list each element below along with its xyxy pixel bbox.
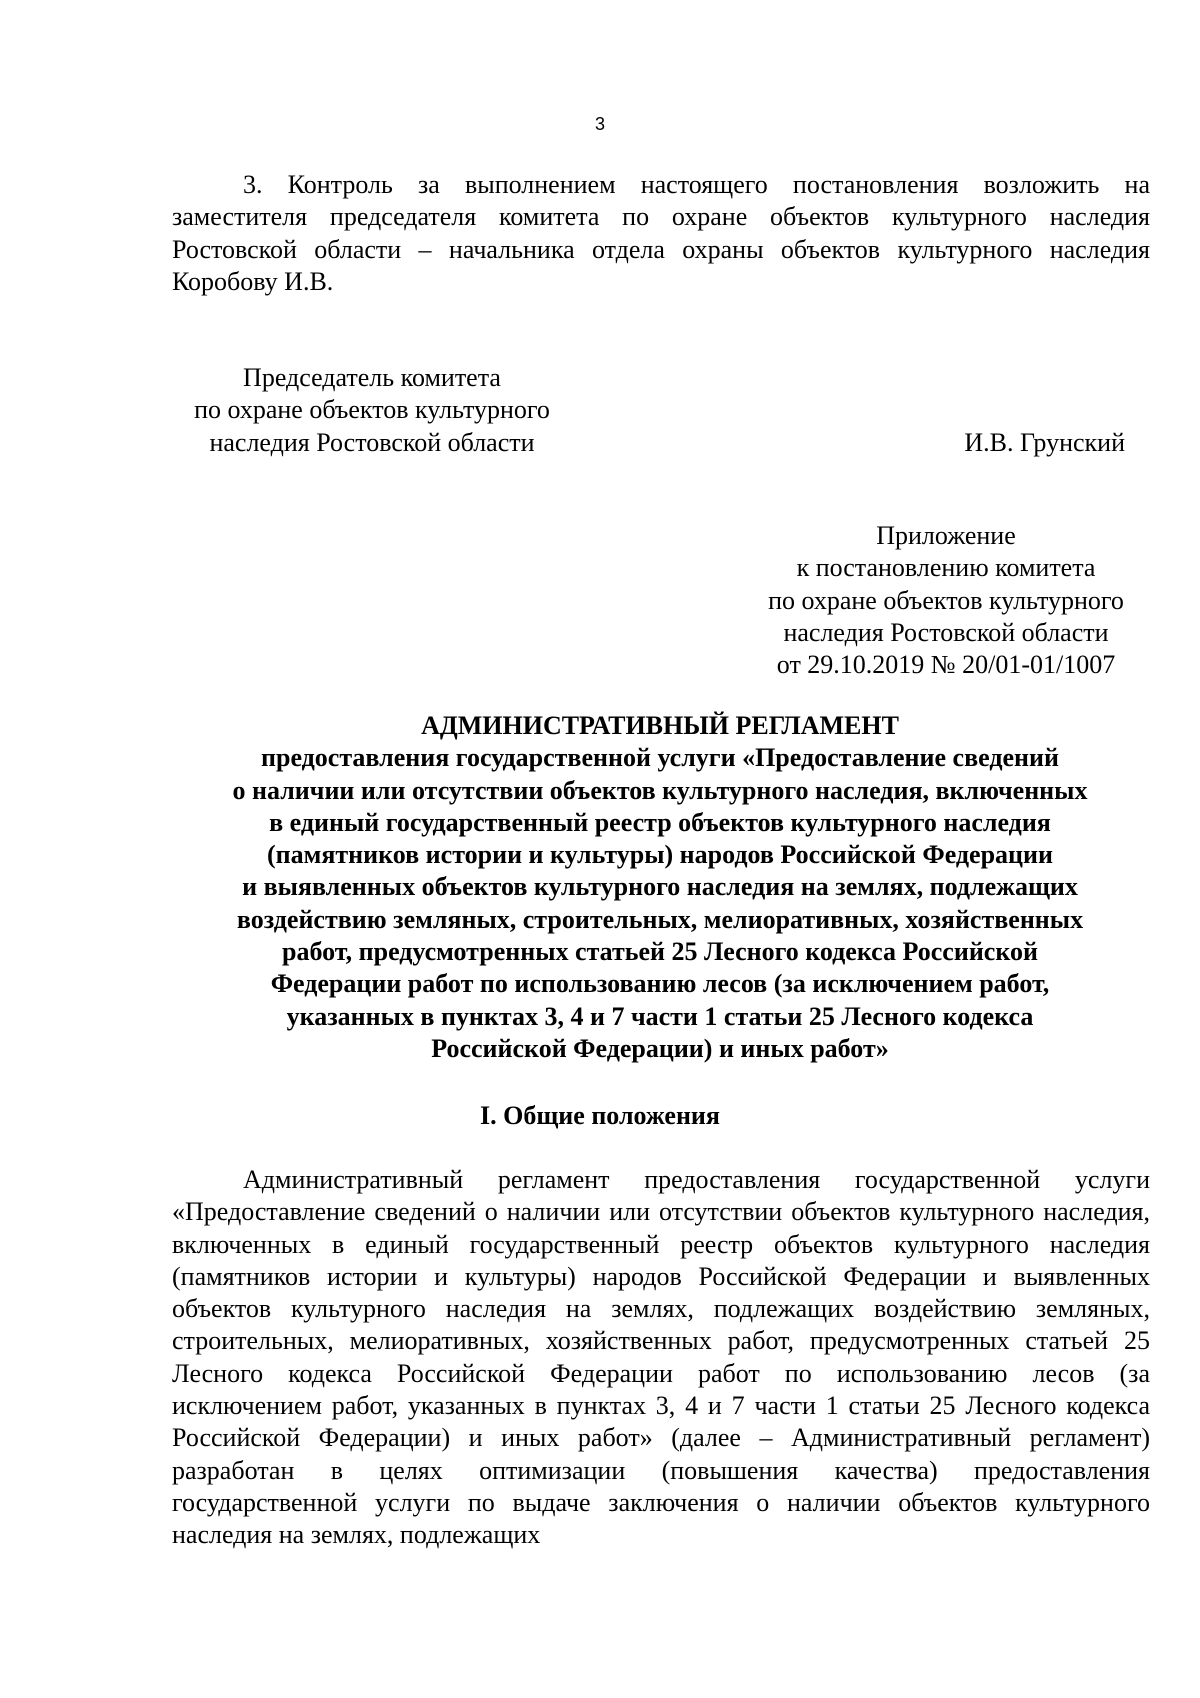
- appendix-header: [748, 520, 1144, 681]
- regulation-title-line: и выявленных объектов культурного наследия на землях, подлежащих: [242, 872, 1078, 902]
- appendix-line: к постановлению комитета: [796, 553, 1096, 583]
- regulation-title-line: работ, предусмотренных статьей 25 Лесного кодекса Российской: [282, 937, 1038, 967]
- regulation-title-line: в единый государственный реестр объектов культурного наследия: [269, 807, 1051, 837]
- appendix-line: Приложение: [876, 521, 1016, 550]
- signature-position-line: по охране объектов культурного: [194, 395, 550, 425]
- regulation-title-line: воздействию земляных, строительных, мелиоративных, хозяйственных: [236, 904, 1084, 934]
- signature-position-line: Председатель комитета: [243, 363, 501, 392]
- paragraph-3: 3. Контроль за выполнением настоящего постановления возложить на заместителя председателя комитета по охране объектов культурного наследия Ростовской области – начальника отдела охраны объектов культурного наследия Коробову И.В.: [172, 170, 1150, 296]
- regulation-title-line: Российской Федерации) и иных работ»: [431, 1033, 889, 1063]
- regulation-title: [150, 710, 1170, 1065]
- regulation-title-line: (памятников истории и культуры) народов Российской Федерации: [267, 840, 1053, 870]
- intro-paragraph: Административный регламент предоставления государственной услуги «Предоставление сведений о наличии или отсутствии объектов культурного наследия, включенных в единый государственный реестр объектов культурного наследия (памятников истории и культуры) народов Российской Федерации и выявленных объектов культурного наследия на землях, подлежащих воздействию земляных, строительных, мелиоративных, хозяйственных работ, предусмотренных статьей 25 Лесного кодекса Российской Федерации работ по использованию лесов (за исключением работ, указанных в пунктах 3, 4 и 7 части 1 статьи 25 Лесного кодекса Российской Федерации) и иных работ» (далее – Административный регламент) разработан в целях оптимизации (повышения качества) предоставления государственной услуги по выдаче заключения о наличии объектов культурного наследия на землях, подлежащих: [172, 1165, 1150, 1550]
- regulation-title-line: предоставления государственной услуги «Предоставление сведений: [261, 743, 1059, 773]
- regulation-title-line: Федерации работ по использованию лесов (за исключением работ,: [270, 969, 1050, 999]
- regulation-title-line: указанных в пунктах 3, 4 и 7 части 1 статьи 25 Лесного кодекса: [286, 1001, 1034, 1031]
- section-heading: I. Общие положения: [480, 1101, 720, 1130]
- appendix-line: наследия Ростовской области: [783, 617, 1109, 647]
- page-number: 3: [594, 114, 605, 134]
- regulation-title-line: о наличии или отсутствии объектов культурного наследия, включенных: [232, 775, 1088, 805]
- regulation-title-line: АДМИНИСТРАТИВНЫЙ РЕГЛАМЕНТ: [421, 711, 899, 740]
- signature-position-line: наследия Ростовской области: [209, 427, 535, 457]
- appendix-line: от 29.10.2019 № 20/01-01/1007: [776, 650, 1116, 680]
- signature-position: [162, 362, 582, 459]
- signature-name: И.В. Грунский: [964, 428, 1125, 457]
- appendix-line: по охране объектов культурного: [768, 585, 1124, 615]
